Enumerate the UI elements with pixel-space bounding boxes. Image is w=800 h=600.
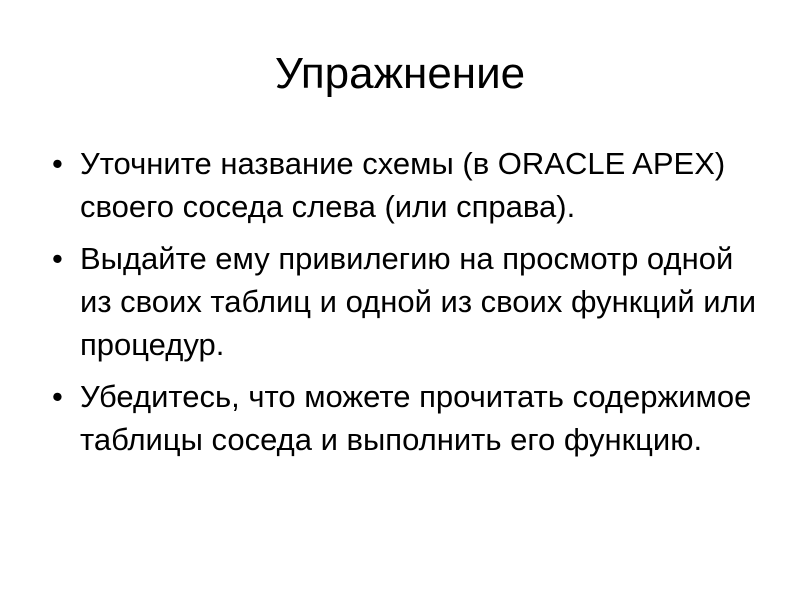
bullet-item <box>46 142 766 228</box>
slide-title: Упражнение <box>274 49 526 98</box>
bullet-icon: • <box>52 146 63 181</box>
bullet-text: Уточните название схемы (в ORACLE APEX) своего соседа слева (или справа). <box>80 146 726 224</box>
bullet-icon: • <box>52 241 63 276</box>
bullet-item <box>46 237 766 366</box>
bullet-text: Убедитесь, что можете прочитать содержимое таблицы соседа и выполнить его функцию. <box>80 379 752 457</box>
bullet-item <box>46 375 766 461</box>
bullet-icon: • <box>52 379 63 414</box>
bullet-text: Выдайте ему привилегию на просмотр одной из своих таблиц и одной из своих функций или процедур. <box>80 241 757 362</box>
bullet-list <box>46 142 766 470</box>
